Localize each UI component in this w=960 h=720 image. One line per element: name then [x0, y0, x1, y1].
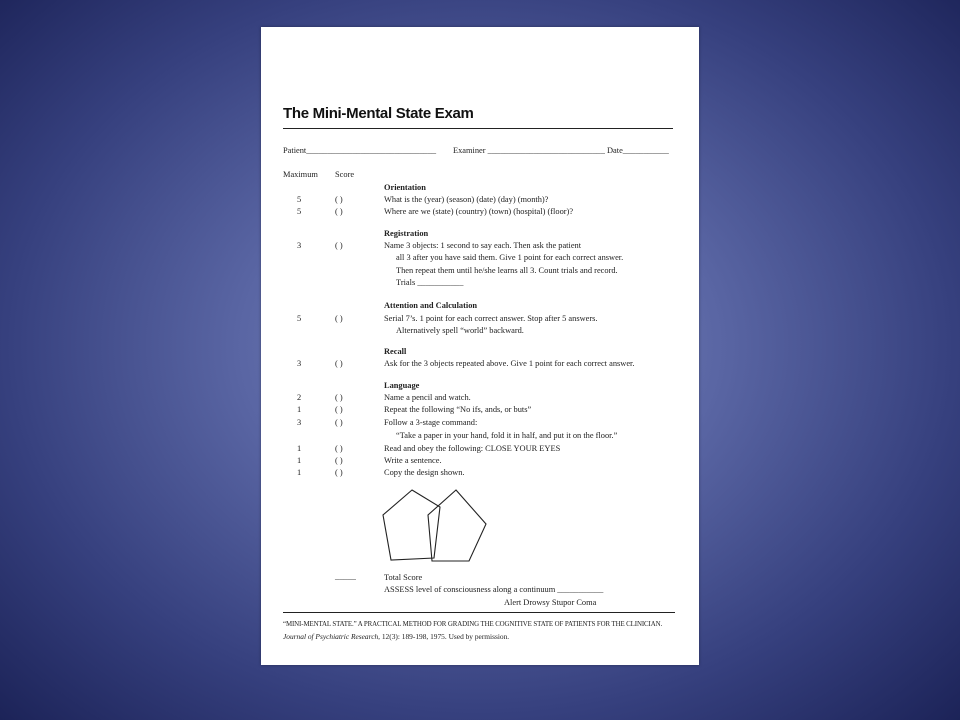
max-score: 2 — [297, 393, 302, 402]
citation-details: 12(3): 189-198, 1975. Used by permission. — [380, 632, 510, 641]
question-text: Repeat the following “No ifs, ands, or buts” — [384, 405, 532, 414]
max-score: 5 — [297, 314, 302, 323]
score-blank[interactable]: ( ) — [335, 359, 343, 368]
question-text: Alternatively spell “world” backward. — [396, 326, 524, 335]
max-score: 3 — [297, 241, 302, 250]
max-score: 1 — [297, 405, 302, 414]
question-text: Read and obey the following: CLOSE YOUR EYES — [384, 444, 561, 453]
score-blank[interactable]: ( ) — [335, 241, 343, 250]
score-blank[interactable]: ( ) — [335, 207, 343, 216]
question-text: Ask for the 3 objects repeated above. Give 1 point for each correct answer. — [384, 359, 635, 368]
max-score: 5 — [297, 195, 302, 204]
total-score-label: Total Score — [384, 573, 423, 582]
section-heading-attention: Attention and Calculation — [384, 301, 478, 310]
citation-line-2 — [283, 633, 509, 640]
score-blank[interactable]: ( ) — [335, 468, 343, 477]
title-rule — [283, 128, 673, 129]
question-text: Serial 7’s. 1 point for each correct answer. Stop after 5 answers. — [384, 314, 598, 323]
examiner-field[interactable]: Examiner ____________________________ — [453, 146, 605, 155]
section-heading-orientation: Orientation — [384, 183, 426, 192]
question-text: Follow a 3-stage command: — [384, 418, 478, 427]
exam-form-page — [261, 27, 699, 665]
question-text: What is the (year) (season) (date) (day) (month)? — [384, 195, 549, 204]
max-score: 1 — [297, 468, 302, 477]
score-blank[interactable]: ( ) — [335, 405, 343, 414]
score-blank[interactable]: ( ) — [335, 393, 343, 402]
question-text: all 3 after you have said them. Give 1 point for each correct answer. — [396, 253, 624, 262]
score-blank[interactable]: ( ) — [335, 456, 343, 465]
maximum-column-header: Maximum — [283, 170, 318, 179]
score-blank[interactable]: ( ) — [335, 195, 343, 204]
max-score: 3 — [297, 359, 302, 368]
section-heading-recall: Recall — [384, 347, 407, 356]
score-blank[interactable]: ( ) — [335, 418, 343, 427]
patient-field[interactable]: Patient_______________________________ — [283, 146, 437, 155]
score-column-header: Score — [335, 170, 355, 179]
intersecting-pentagons-figure — [379, 485, 491, 567]
question-text: Write a sentence. — [384, 456, 442, 465]
question-text: Where are we (state) (country) (town) (hospital) (floor)? — [384, 207, 574, 216]
total-score-blank[interactable]: _____ — [335, 572, 356, 581]
question-text: Copy the design shown. — [384, 468, 465, 477]
date-field[interactable]: Date___________ — [607, 146, 669, 155]
score-blank[interactable]: ( ) — [335, 444, 343, 453]
citation-rule — [283, 612, 675, 613]
question-text: “Take a paper in your hand, fold it in half, and put it on the floor.” — [396, 431, 618, 440]
question-text: Then repeat them until he/she learns all 3. Count trials and record. — [396, 266, 618, 275]
consciousness-assessment[interactable]: ASSESS level of consciousness along a continuum ___________ — [384, 585, 604, 594]
consciousness-levels: Alert Drowsy Stupor Coma — [504, 598, 597, 607]
score-blank[interactable]: ( ) — [335, 314, 343, 323]
trials-field[interactable]: Trials ___________ — [396, 278, 464, 287]
max-score: 1 — [297, 456, 302, 465]
journal-name: Journal of Psychiatric Research, — [283, 632, 381, 641]
citation-line-1: “MINI-MENTAL STATE.” A PRACTICAL METHOD FOR GRADING THE COGNITIVE STATE OF PATIENTS FOR THE CLINICIAN. — [283, 621, 663, 628]
section-heading-registration: Registration — [384, 229, 429, 238]
max-score: 1 — [297, 444, 302, 453]
section-heading-language: Language — [384, 381, 420, 390]
question-text: Name 3 objects: 1 second to say each. Then ask the patient — [384, 241, 582, 250]
form-title: The Mini-Mental State Exam — [283, 105, 474, 122]
max-score: 3 — [297, 418, 302, 427]
question-text: Name a pencil and watch. — [384, 393, 471, 402]
max-score: 5 — [297, 207, 302, 216]
